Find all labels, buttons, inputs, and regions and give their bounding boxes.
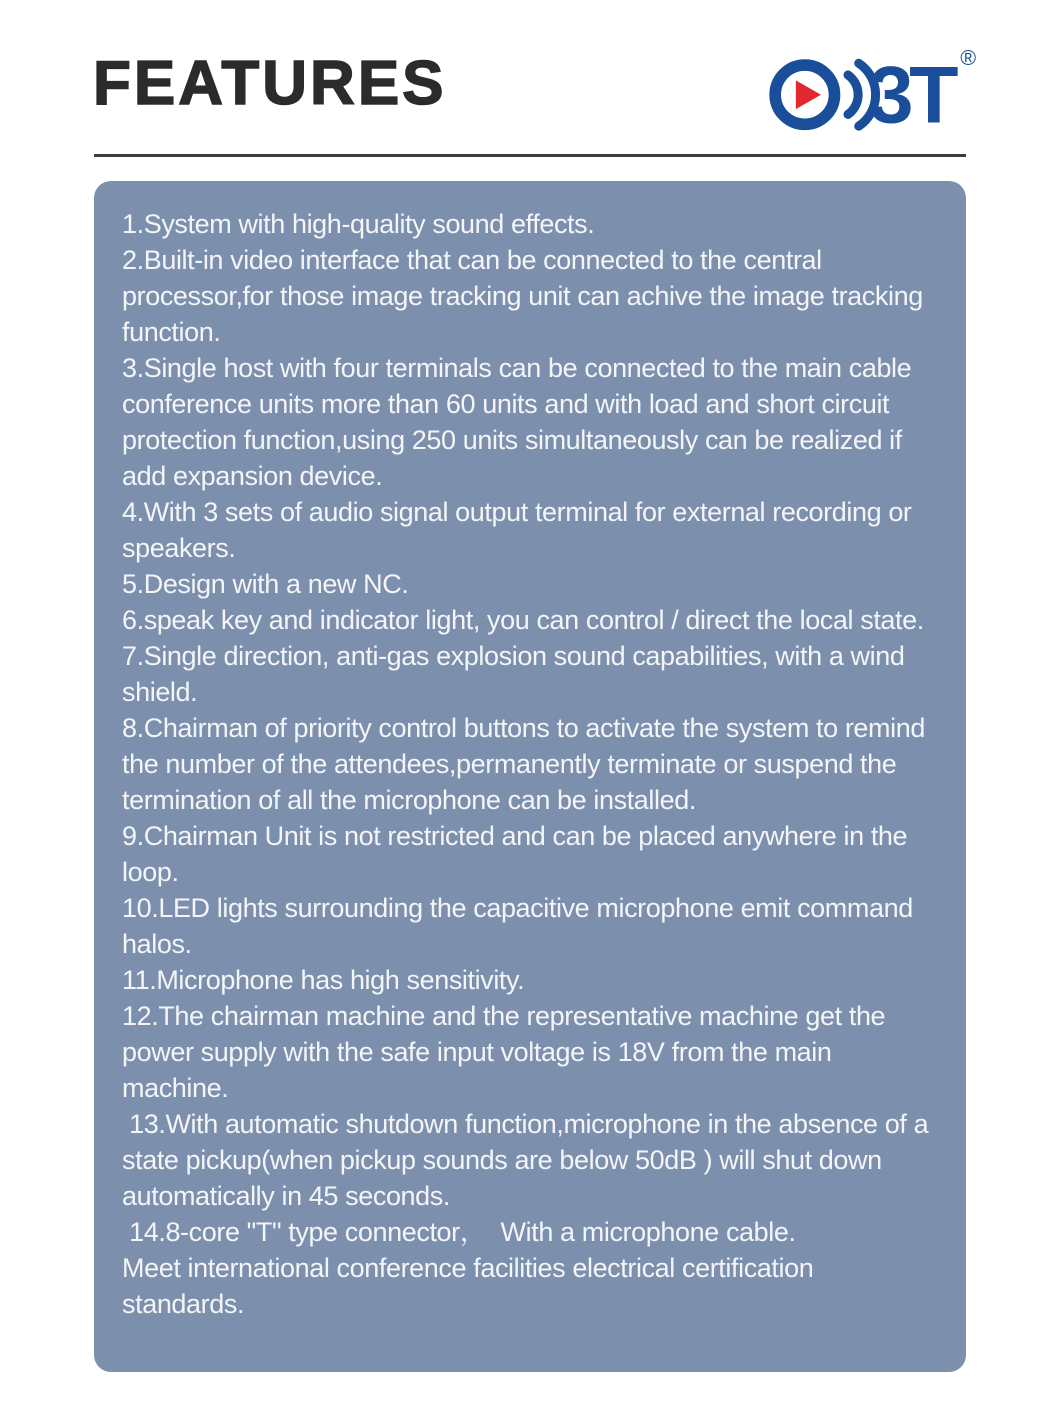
- obt-logo-icon: [768, 44, 980, 140]
- play-triangle-icon: [796, 80, 821, 109]
- feature-item: 14.8-core "T" type connector， With a microphone cable.: [122, 1217, 796, 1247]
- feature-item: 8.Chairman of priority control buttons to activate the system to remind the number of the attendees,permanently terminate or suspend the termination of all the microphone can be installed.: [122, 713, 933, 815]
- brand-logo: [768, 44, 980, 140]
- logo-wordmark: 3T: [868, 50, 954, 140]
- sound-wave-arc-inner: [848, 75, 858, 115]
- feature-item: 9.Chairman Unit is not restricted and can be placed anywhere in the loop.: [122, 821, 915, 887]
- feature-item: 11.Microphone has high sensitivity.: [122, 965, 525, 995]
- features-list: [122, 206, 940, 1322]
- feature-item: 2.Built-in video interface that can be connected to the central processor,for those image tracking unit can achive the image tracking function.: [122, 245, 930, 347]
- feature-item: 7.Single direction, anti-gas explosion sound capabilities, with a wind shield.: [122, 641, 912, 707]
- features-panel: [94, 181, 966, 1372]
- feature-item: 10.LED lights surrounding the capacitive microphone emit command halos.: [122, 893, 920, 959]
- feature-item: 1.System with high-quality sound effects.: [122, 209, 595, 239]
- feature-item: Meet international conference facilities electrical certification standards.: [122, 1253, 821, 1319]
- header-divider: [94, 154, 966, 157]
- feature-item: 3.Single host with four terminals can be connected to the main cable conference units more than 60 units and with load and short circuit protection function,using 250 units simultaneously can be realized if add expansion device.: [122, 353, 919, 491]
- feature-item: 5.Design with a new NC.: [122, 569, 409, 599]
- feature-item: 4.With 3 sets of audio signal output terminal for external recording or speakers.: [122, 497, 919, 563]
- page-title: FEATURES: [93, 49, 447, 118]
- feature-item: 6.speak key and indicator light, you can control / direct the local state.: [122, 605, 924, 635]
- feature-item: 13.With automatic shutdown function,microphone in the absence of a state pickup(when pickup sounds are below 50dB ) will shut down automatically in 45 seconds.: [122, 1109, 936, 1211]
- feature-item: 12.The chairman machine and the representative machine get the power supply with the safe input voltage is 18V from the main machine.: [122, 1001, 893, 1103]
- registered-trademark: ®: [960, 45, 977, 71]
